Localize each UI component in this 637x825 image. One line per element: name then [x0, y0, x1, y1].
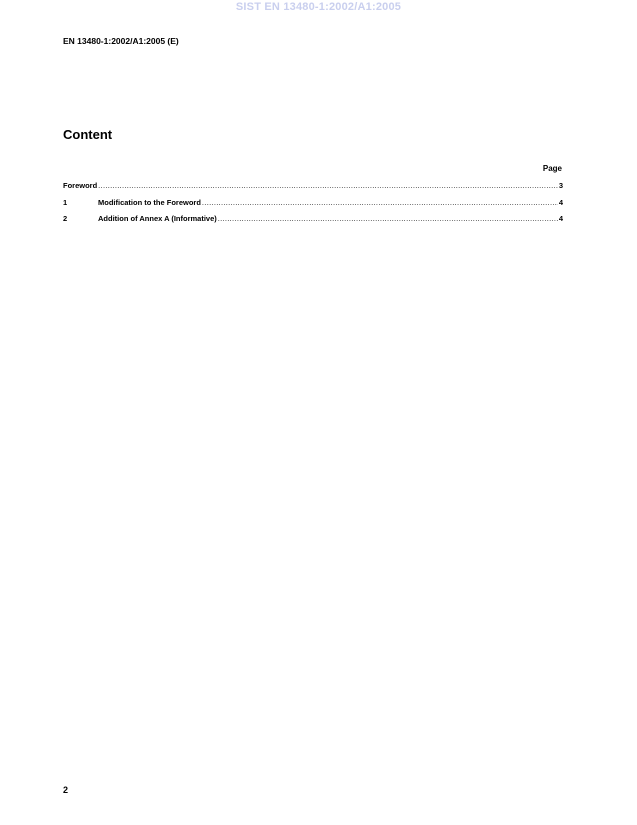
toc-entry-modification[interactable]	[63, 198, 563, 208]
toc-dot-leader	[218, 214, 558, 223]
document-header: EN 13480-1:2002/A1:2005 (E)	[63, 36, 179, 46]
toc-entry-foreword[interactable]	[63, 181, 563, 191]
toc-page-column-label: Page	[542, 164, 562, 173]
toc-entry-number: 1	[63, 197, 68, 207]
page-title: Content	[63, 127, 113, 142]
toc-entry-page: 4	[558, 214, 563, 223]
toc-entry-title: Foreword	[63, 181, 98, 190]
table-of-contents	[63, 181, 563, 231]
page-number: 2	[63, 785, 69, 795]
watermark: SIST EN 13480-1:2002/A1:2005	[235, 1, 402, 13]
toc-entry-annex-a[interactable]	[63, 214, 563, 224]
toc-entry-page: 3	[558, 181, 563, 190]
toc-entry-number: 2	[63, 214, 68, 223]
toc-dot-leader	[202, 198, 558, 207]
toc-dot-leader	[98, 181, 558, 190]
toc-entry-title: Addition of Annex A (Informative)	[98, 214, 217, 223]
toc-entry-page: 4	[558, 197, 563, 207]
toc-entry-title: Modification to the Foreword	[98, 197, 201, 207]
